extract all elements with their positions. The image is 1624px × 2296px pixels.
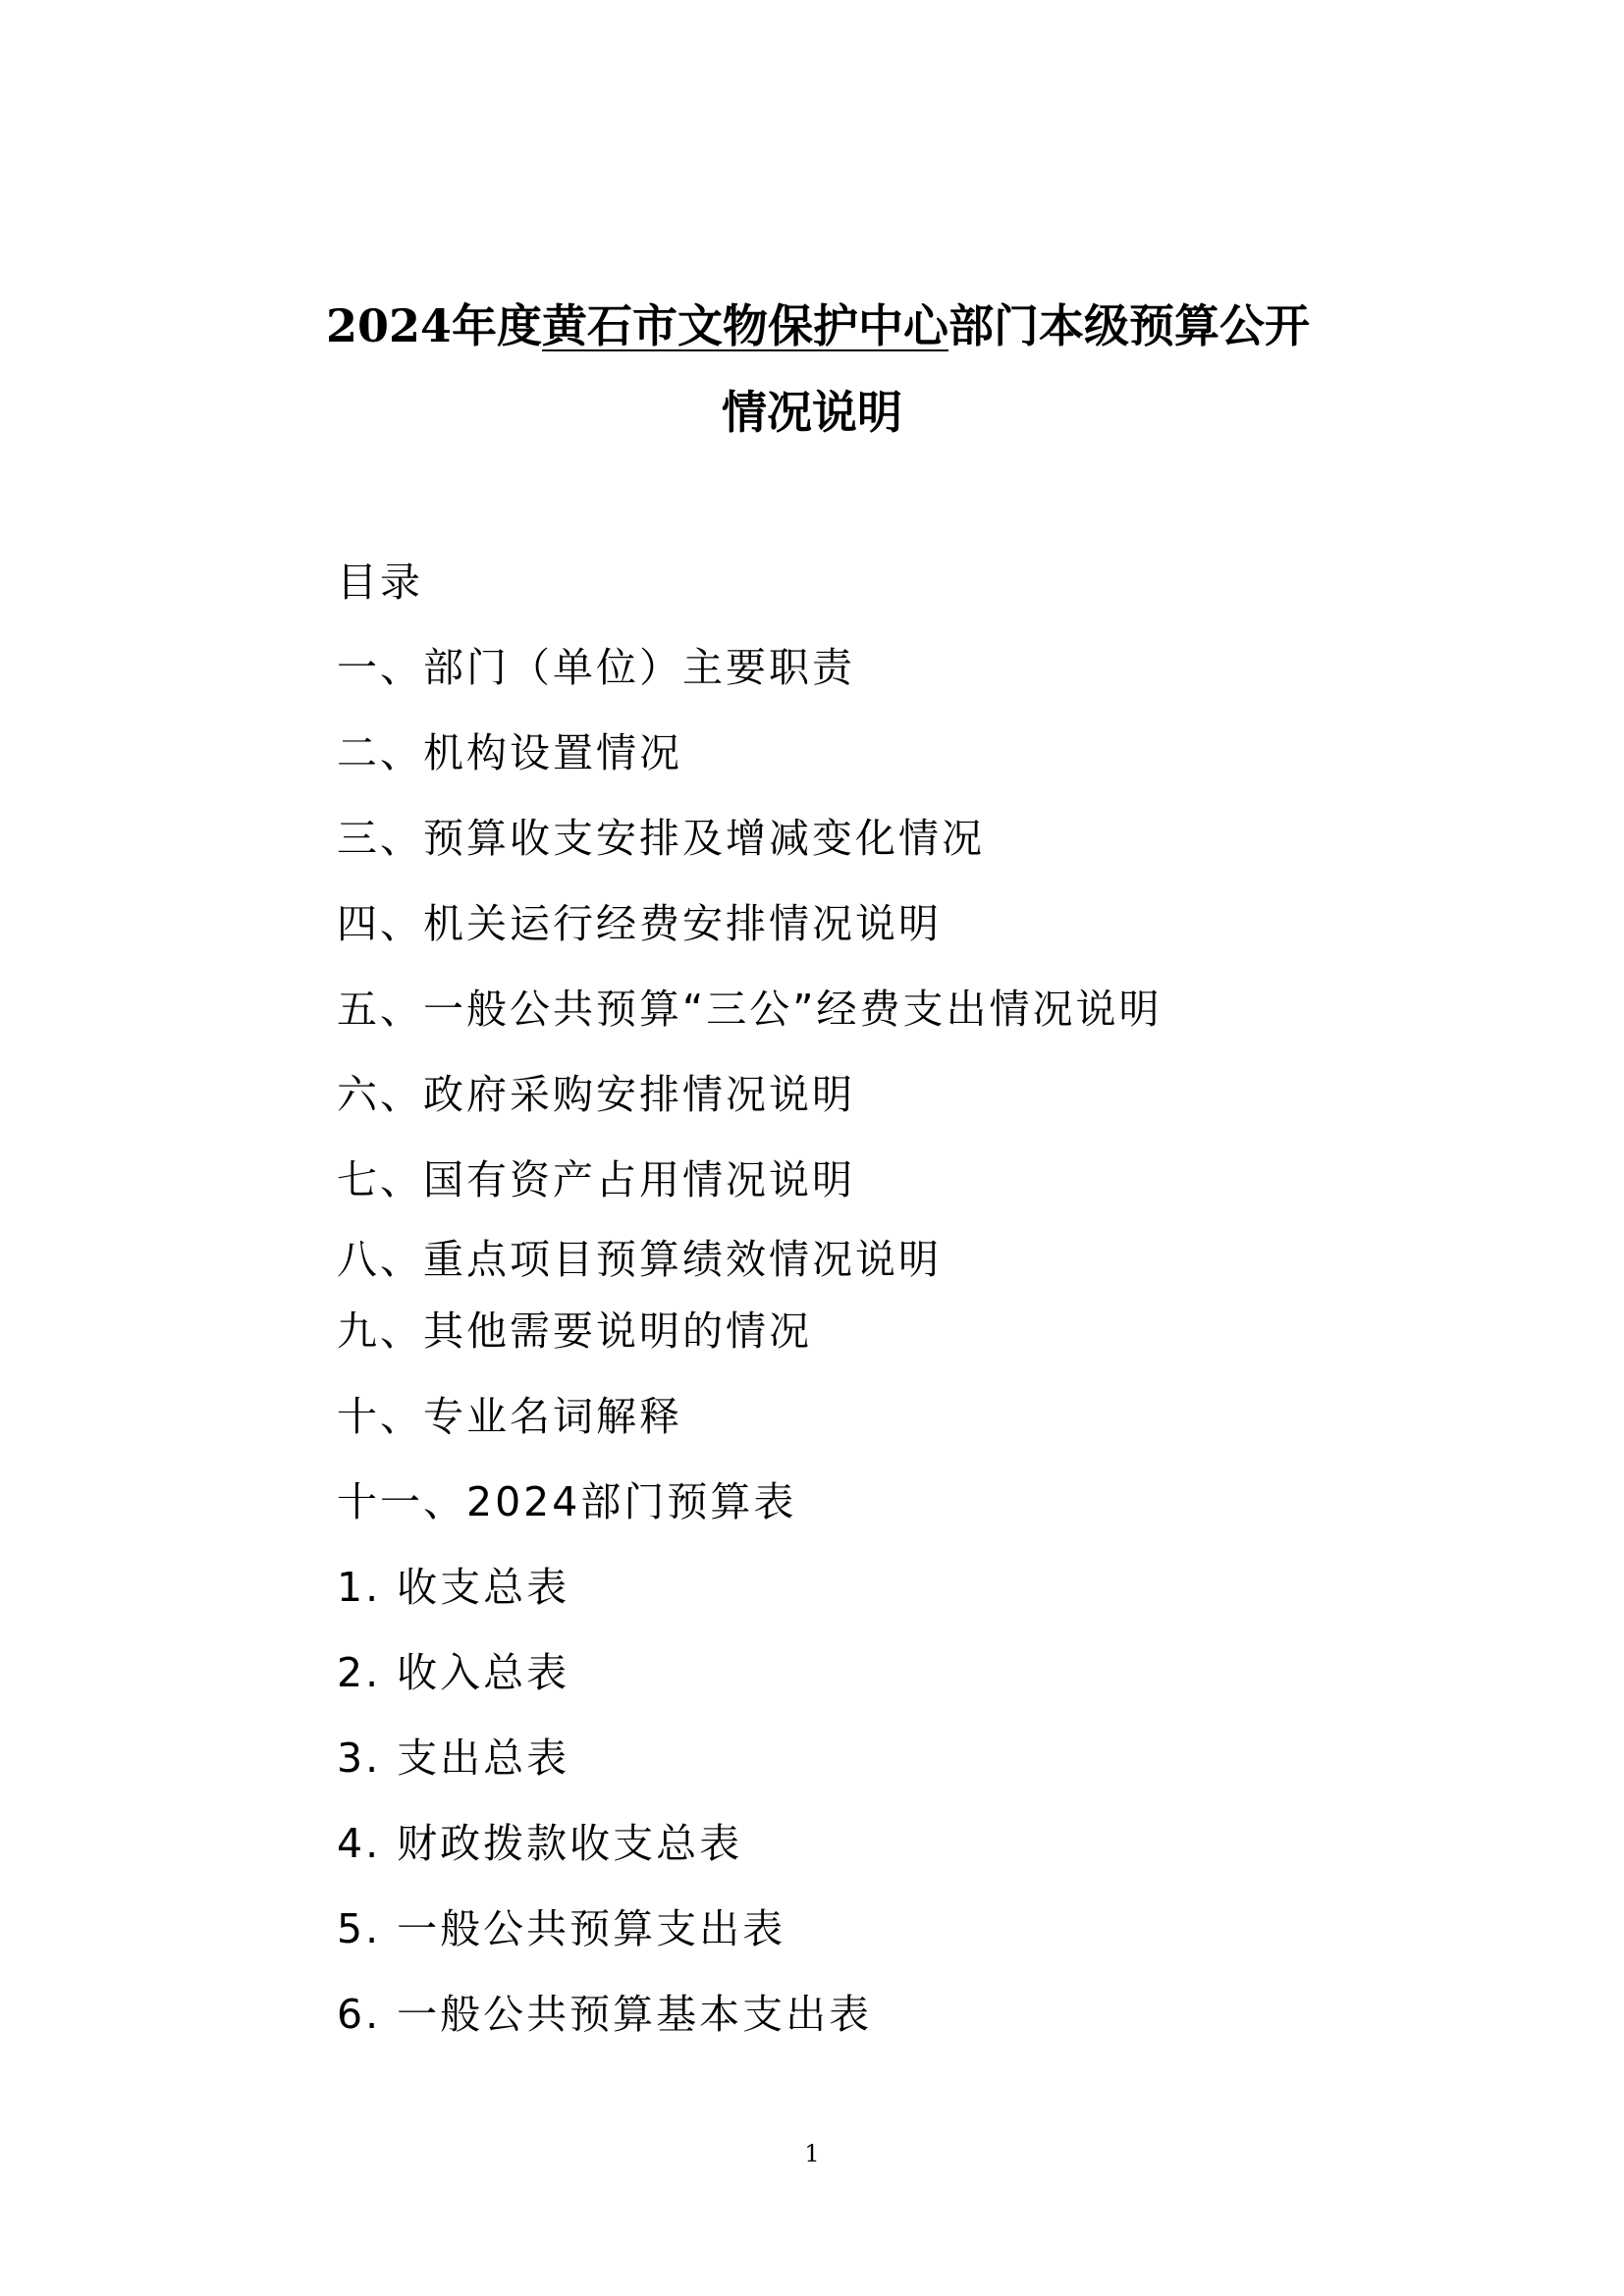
title-line-1	[12, 283, 1624, 369]
toc-table-item: 1. 收支总表	[337, 1564, 570, 1611]
toc-table-item: 5. 一般公共预算支出表	[337, 1905, 786, 1952]
toc-item: 四、机关运行经费安排情况说明	[337, 900, 942, 947]
toc-table-item: 2. 收入总表	[337, 1649, 570, 1696]
toc-item: 五、一般公共预算“三公”经费支出情况说明	[337, 986, 1163, 1033]
toc-item: 一、部门（单位）主要职责	[337, 644, 855, 691]
toc-item: 十一、2024部门预算表	[337, 1478, 797, 1525]
page-number: 1	[804, 2140, 820, 2167]
toc-item: 十、专业名词解释	[337, 1393, 682, 1440]
title-line-2: 情况说明	[722, 386, 902, 439]
title-year: 2024年度	[325, 299, 543, 352]
toc-heading: 目录	[337, 559, 423, 606]
toc-item: 八、重点项目预算绩效情况说明	[337, 1236, 942, 1283]
toc-item: 七、国有资产占用情况说明	[337, 1156, 855, 1203]
title-organization: 黄石市文物保护中心	[542, 299, 949, 352]
toc-table-item: 3. 支出总表	[337, 1735, 570, 1782]
toc-item: 三、预算收支安排及增减变化情况	[337, 815, 985, 862]
toc-item: 九、其他需要说明的情况	[337, 1308, 812, 1355]
document-title	[0, 283, 1624, 455]
title-suffix: 部门本级预算公开	[948, 299, 1311, 352]
toc-table-item: 4. 财政拨款收支总表	[337, 1820, 743, 1867]
toc-item: 六、政府采购安排情况说明	[337, 1071, 855, 1118]
toc-item: 二、机构设置情况	[337, 729, 682, 776]
toc-table-item: 6. 一般公共预算基本支出表	[337, 1991, 873, 2038]
